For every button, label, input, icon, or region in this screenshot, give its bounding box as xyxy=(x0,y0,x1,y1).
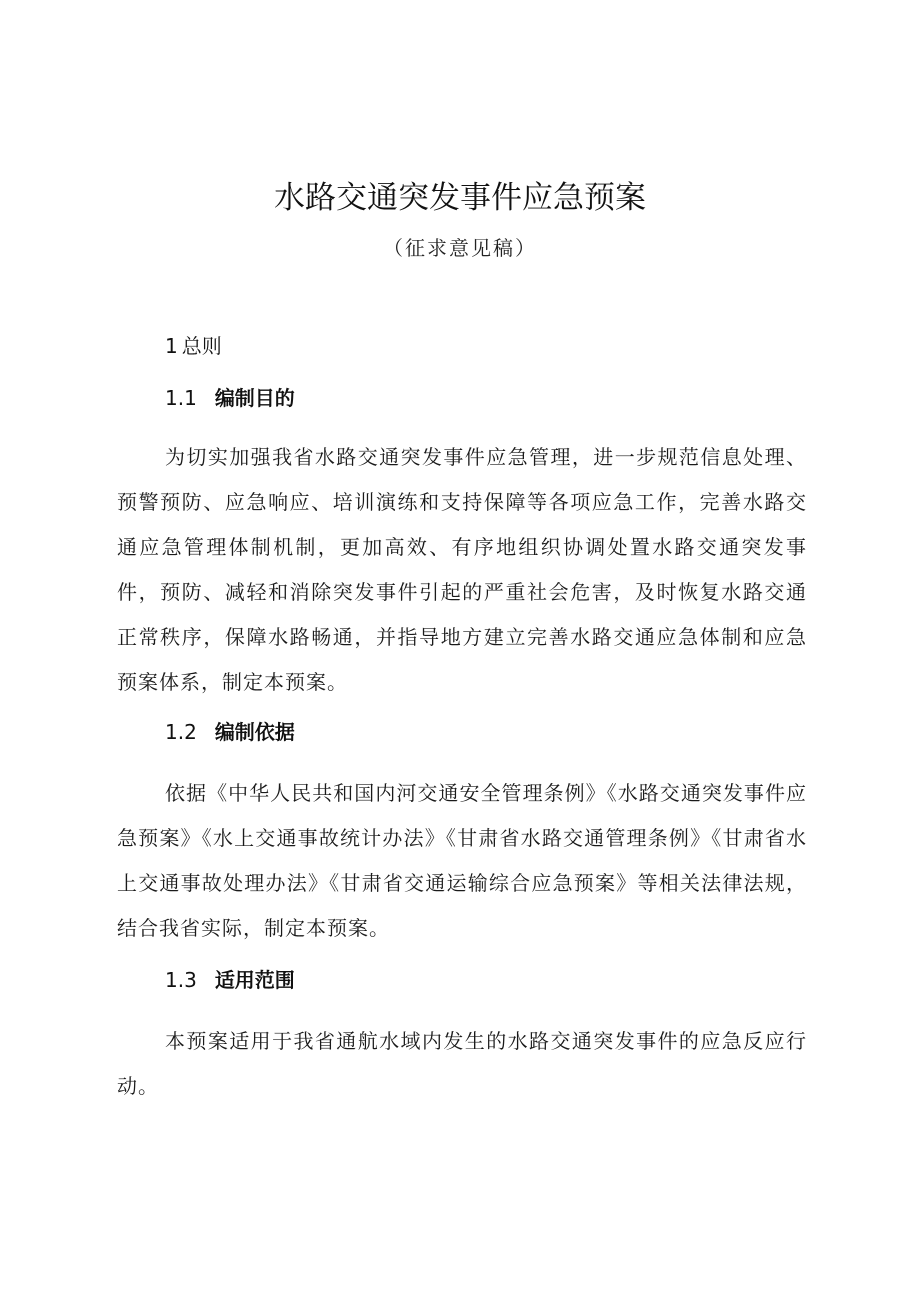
subsection-heading-1-1 xyxy=(165,382,295,411)
subsection-heading-1-2 xyxy=(165,716,295,745)
subsection-number: 1.1 xyxy=(165,386,197,410)
paragraph-basis: 依据《中华人民共和国内河交通安全管理条例》《水路交通突发事件应急预案》《水上交通事故统计办法》《甘肃省水路交通管理条例》《甘肃省水上交通事故处理办法》《甘肃省交通运输综合应急预案》等相关法律法规，结合我省实际，制定本预案。 xyxy=(117,781,807,940)
subsection-title: 适用范围 xyxy=(214,968,295,992)
subsection-number: 1.2 xyxy=(165,720,197,744)
paragraph-scope: 本预案适用于我省通航水域内发生的水路交通突发事件的应急反应行动。 xyxy=(117,1029,807,1098)
section-heading-1 xyxy=(165,330,222,359)
section-number: 1 xyxy=(165,334,178,358)
subsection-title: 编制目的 xyxy=(214,386,295,410)
subsection-heading-1-3 xyxy=(165,964,295,993)
section-title: 总则 xyxy=(181,334,222,358)
paragraph-purpose: 为切实加强我省水路交通突发事件应急管理，进一步规范信息处理、预警预防、应急响应、培训演练和支持保障等各项应急工作，完善水路交通应急管理体制机制，更加高效、有序地组织协调处置水路交通突发事件，预防、减轻和消除突发事件引起的严重社会危害，及时恢复水路交通正常秩序，保障水路畅通，并指导地方建立完善水路交通应急体制和应急预案体系，制定本预案。 xyxy=(117,445,807,694)
document-title: 水路交通突发事件应急预案 xyxy=(274,180,646,216)
document-subtitle: （征求意见稿） xyxy=(383,236,537,260)
subsection-number: 1.3 xyxy=(165,968,197,992)
subsection-title: 编制依据 xyxy=(214,720,295,744)
